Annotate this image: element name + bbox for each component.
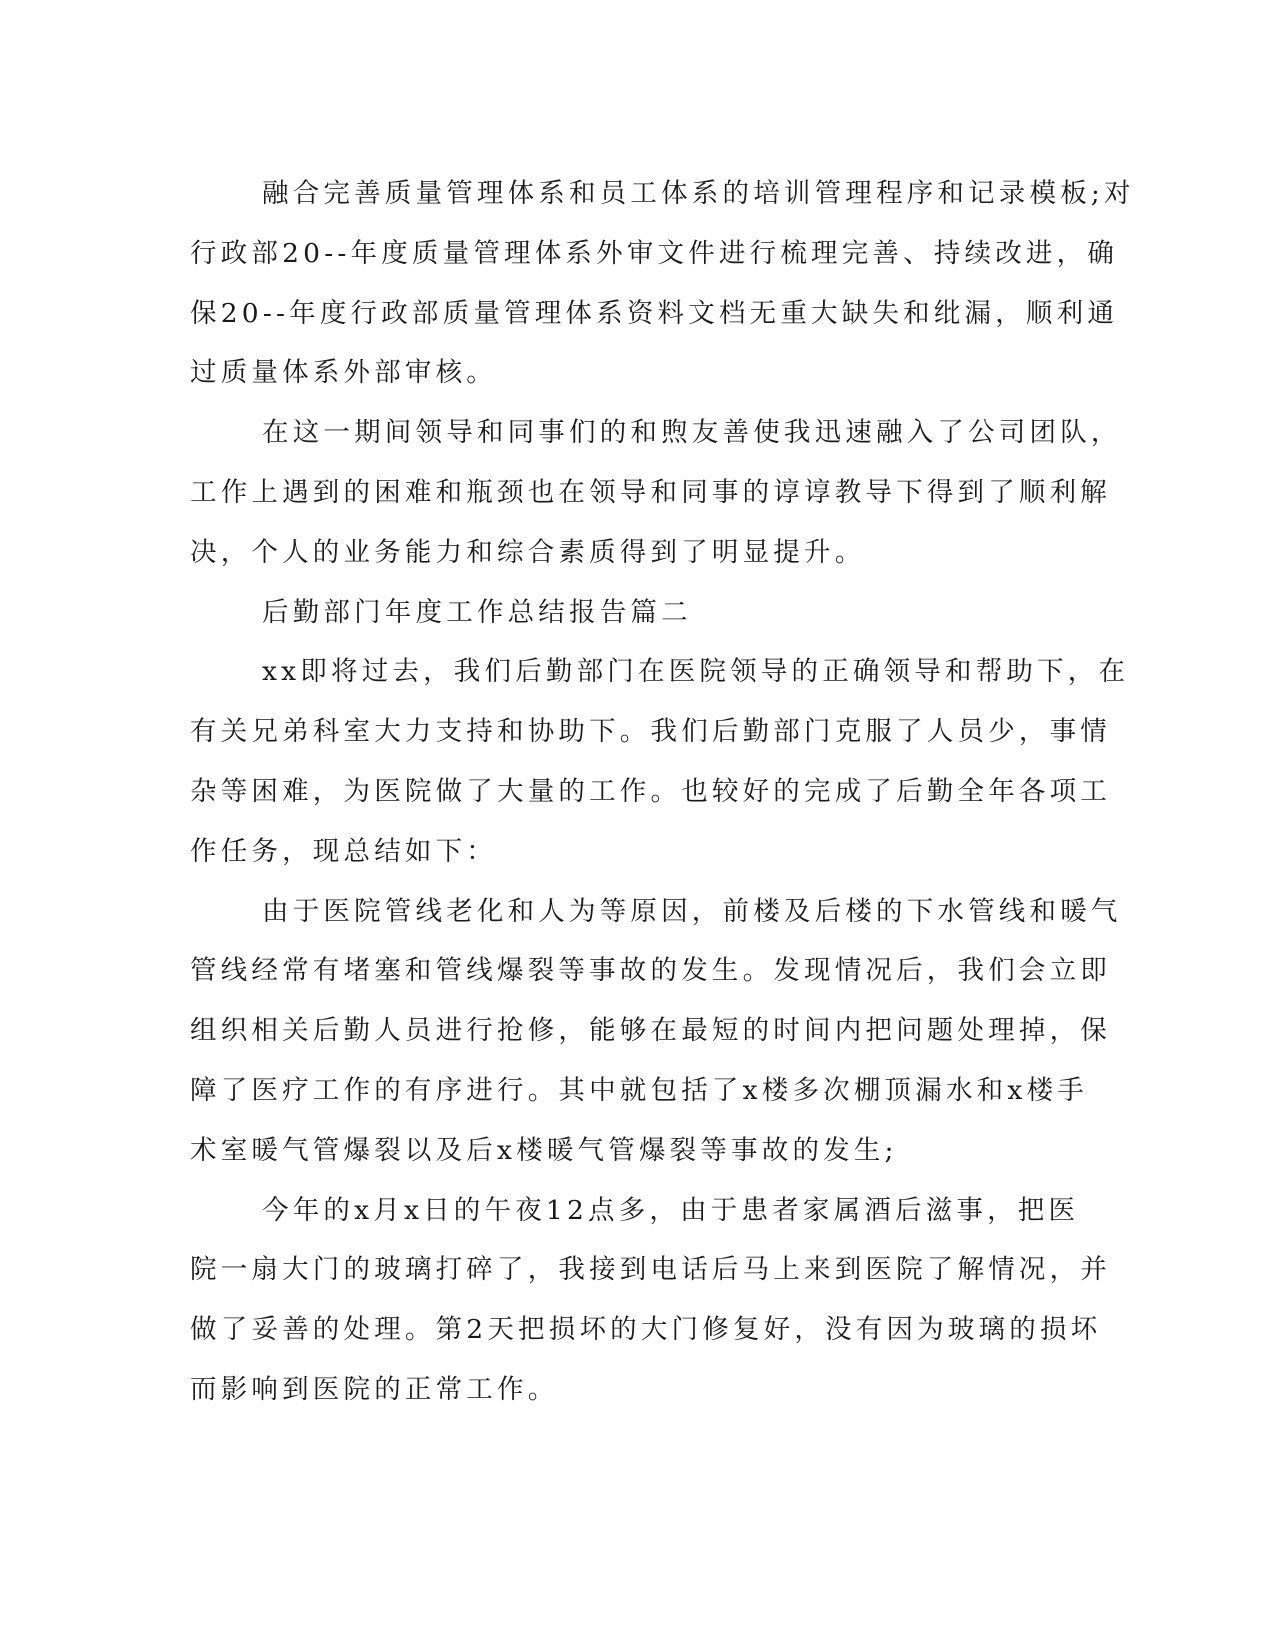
- text-line: 工作上遇到的困难和瓶颈也在领导和同事的谆谆教导下得到了顺利解: [190, 476, 1111, 508]
- text-line: 融合完善质量管理体系和员工体系的培训管理程序和记录模板;对: [262, 178, 1135, 209]
- text-line: 院一扇大门的玻璃打碎了，我接到电话后马上来到医院了解情况，并: [190, 1254, 1111, 1286]
- text-line: 保20--年度行政部质量管理体系资料文档无重大缺失和纰漏，顺利通: [190, 297, 1119, 329]
- text-line: 行政部20--年度质量管理体系外审文件进行梳理完善、持续改进，确: [190, 237, 1119, 269]
- text-line: 管线经常有堵塞和管线爆裂等事故的发生。发现情况后，我们会立即: [190, 955, 1111, 987]
- text-line: 组织相关后勤人员进行抢修，能够在最短的时间内把问题处理掉，保: [190, 1015, 1111, 1047]
- text-line: 在这一期间领导和同事们的和煦友善使我迅速融入了公司团队，: [262, 417, 1122, 449]
- text-line: 障了医疗工作的有序进行。其中就包括了x楼多次棚顶漏水和x楼手: [190, 1074, 1088, 1106]
- text-line: 做了妥善的处理。第2天把损坏的大门修复好，没有因为玻璃的损坏: [190, 1314, 1102, 1346]
- text-line: 由于医院管线老化和人为等原因，前楼及后楼的下水管线和暖气: [262, 895, 1122, 927]
- text-line: 而影响到医院的正常工作。: [190, 1373, 559, 1405]
- text-line: 今年的x月x日的午夜12点多，由于患者家属酒后滋事，把医: [262, 1194, 1080, 1226]
- text-line: 决，个人的业务能力和综合素质得到了明显提升。: [190, 536, 866, 568]
- text-line: 杂等困难，为医院做了大量的工作。也较好的完成了后勤全年各项工: [190, 775, 1111, 807]
- text-line: 过质量体系外部审核。: [190, 357, 497, 389]
- text-line: xx即将过去，我们后勤部门在医院领导的正确领导和帮助下，在: [262, 656, 1130, 688]
- text-line: 术室暖气管爆裂以及后x楼暖气管爆裂等事故的发生;: [190, 1134, 898, 1166]
- section-heading: 后勤部门年度工作总结报告篇二: [262, 596, 692, 628]
- text-line: 作任务，现总结如下：: [190, 835, 497, 867]
- document-body: [190, 164, 1135, 1420]
- text-line: 有关兄弟科室大力支持和协助下。我们后勤部门克服了人员少，事情: [190, 716, 1111, 748]
